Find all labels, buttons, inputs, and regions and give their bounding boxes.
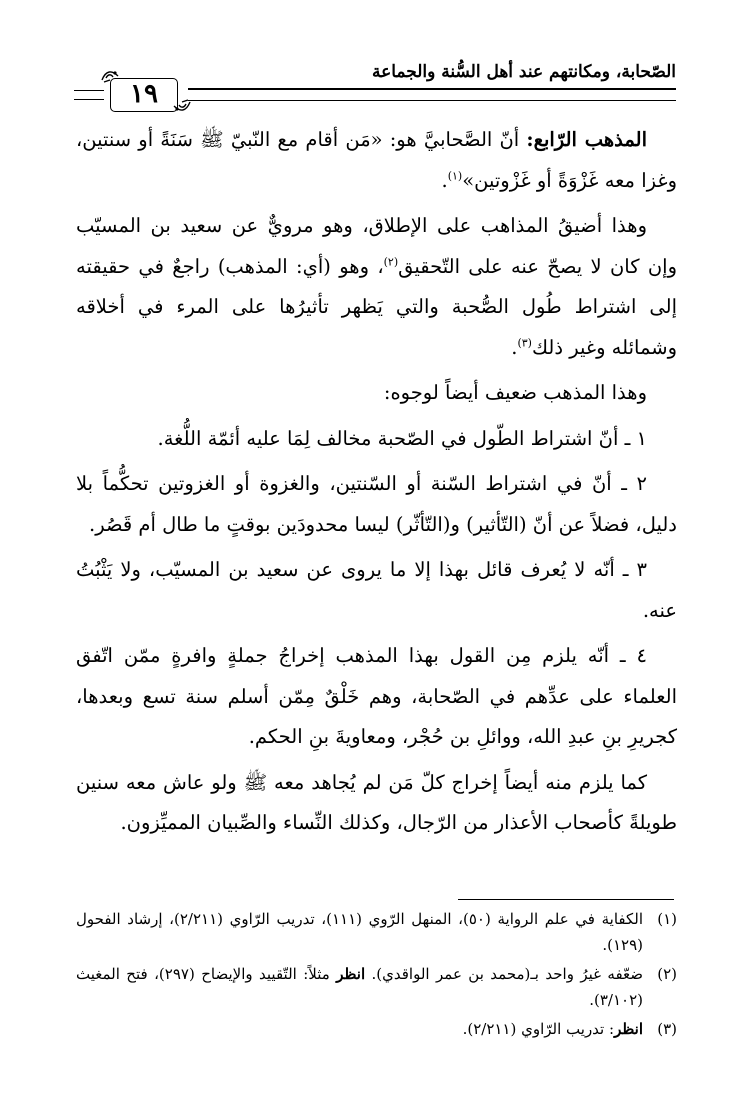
section-lead: المذهب الرّابع: <box>526 128 647 151</box>
footnote <box>76 1016 677 1042</box>
footnote-text: الكفاية في علم الرواية (٥٠)، المنهل الرّوي (١١١)، تدريب الرّاوي (٢/٢١١)، إرشاد الفحول (١٢٩). <box>76 910 644 954</box>
footnote-ref: (٢) <box>383 255 399 268</box>
paragraph-text: ، وهو (أي: المذهب) راجعٌ في حقيقته إلى اشتراط طُول الصُّحبة والتي يَظهر تأثيرُها على المرء في أخلاقه وشمائله وغير ذلك <box>76 254 677 359</box>
list-item: ٢ ـ أنّ في اشتراط السّنة أو السّنتين، والغزوة أو الغزوتين تحكُّماً بلا دليل، فضلاً عن أنّ (التّأثير) و(التّأثّر) ليسا محدودَين بوقتٍ ما طال أم قَصُر. <box>76 472 677 536</box>
main-text <box>76 120 677 849</box>
footnote-text <box>76 1016 643 1042</box>
page-number-cartouche <box>102 78 186 112</box>
cartouche-side-rule <box>74 90 104 100</box>
list-item: ١ ـ أنّ اشتراط الطّول في الصّحبة مخالف لِمَا عليه أئمّة اللُّغة. <box>157 426 647 450</box>
footnote <box>76 961 677 1013</box>
page-number: ١٩ <box>130 79 158 109</box>
footnote-number: (٣) <box>657 1020 677 1038</box>
paragraph <box>76 206 677 368</box>
footnote <box>76 906 677 958</box>
footnote-see-label: انظر <box>336 965 366 983</box>
paragraph-text: . <box>441 168 448 192</box>
list-item: ٤ ـ أنّه يلزم مِن القول بهذا المذهب إخراجُ جملةٍ وافرةٍ ممّن اتّفق العلماء على عدِّهم في الصّحابة، وهم خَلْقٌ مِمّن أسلم سنة تسع وبعدها، كجريرِ بنِ عبدِ الله، ووائلِ بن حُجْر، ومعاويةَ بنِ الحكم. <box>76 644 677 748</box>
footnote-number: (٢) <box>657 965 677 983</box>
paragraph-text: . <box>511 335 518 359</box>
paragraph: كما يلزم منه أيضاً إخراج كلّ مَن لم يُجاهد معه ﷺ ولو عاش معه سنين طويلةً كأصحاب الأعذار من الرّجال، وكذلك النِّساء والصِّبيان المميِّزون. <box>76 770 677 834</box>
header-double-rule <box>188 88 676 101</box>
footnote-number: (١) <box>657 910 677 928</box>
footnote-ref: (١) <box>447 169 463 182</box>
footnote-text-part: مثلاً: التّقييد والإيضاح (٢٩٧)، فتح المغيث (٣/١٠٢). <box>76 965 643 1009</box>
footnote-ref: (٣) <box>517 336 532 349</box>
footnote-separator <box>458 899 674 900</box>
footnote-text-part: ضعّفه غيرُ واحد بـ(محمد بن عمر الواقدي). <box>365 965 644 983</box>
paragraph: وهذا المذهب ضعيف أيضاً لوجوه: <box>383 381 647 404</box>
paragraph-text: وهذا أضيقُ المذاهب على الإطلاق، وهو مرويٌّ عن سعيد بن المسيّب وإن كان لا يصحّ عنه على التّحقيق <box>76 214 677 278</box>
running-title: الصّحابة، ومكانتهم عند أهل السُّنة والجماعة <box>371 62 676 82</box>
paragraph-text: أنّ الصَّحابيَّ هو: «مَن أقام مع النّبيّ ﷺ سَنَةً أو سنتين، وغزا معه غَزْوَةً أو غَزْوتين» <box>76 128 677 192</box>
footnote-text-part: : تدريب الرّاوي (٢/٢١١). <box>462 1020 615 1038</box>
page-header <box>80 52 676 110</box>
footnote-text <box>76 961 643 1013</box>
paragraph <box>76 120 677 201</box>
footnotes <box>76 906 677 1045</box>
footnote-see-label: انظر <box>614 1020 643 1038</box>
list-item: ٣ ـ أنّه لا يُعرف قائل بهذا إلا ما يروى عن سعيد بن المسيّب، ولا يَثْبُتُ عنه. <box>76 558 677 622</box>
